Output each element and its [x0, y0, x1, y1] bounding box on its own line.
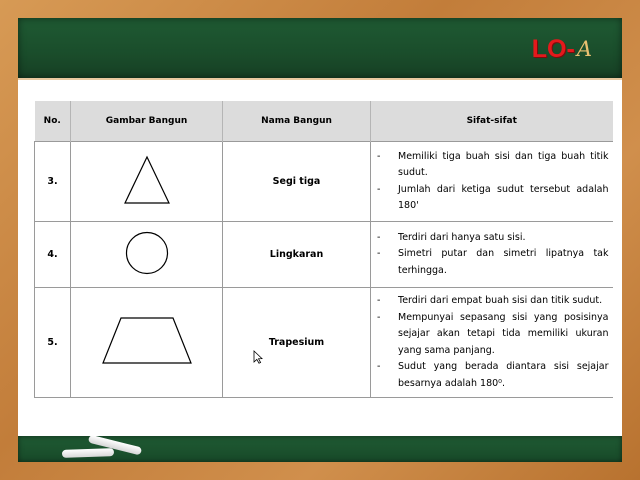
properties-cell: [371, 222, 613, 288]
triangle-icon: [117, 154, 177, 206]
header-nama-bangun: Nama Bangun: [223, 101, 371, 142]
shapes-table: [34, 101, 613, 398]
shape-cell: [71, 142, 223, 222]
list-item: - Terdiri dari hanya satu sisi.: [377, 231, 526, 243]
shape-name: Trapesium: [223, 288, 371, 398]
header-sifat-sifat: Sifat-sifat: [371, 101, 613, 142]
table-row: [35, 142, 613, 222]
properties-cell: [371, 142, 613, 222]
logo-text: LO-: [531, 34, 575, 63]
row-number: 3.: [35, 142, 71, 222]
shape-name: Lingkaran: [223, 222, 371, 288]
table-row: [35, 288, 613, 398]
row-number: 4.: [35, 222, 71, 288]
header-no: No.: [35, 101, 71, 142]
list-item: - Simetri putar dan simetri lipatnya tak terhingga.: [377, 248, 609, 276]
chalkboard-header: [18, 18, 622, 78]
row-number: 5.: [35, 288, 71, 398]
list-item: - Jumlah dari ketiga sudut tersebut adalah 180': [377, 183, 609, 211]
list-item: - Memiliki tiga buah sisi dan tiga buah titik sudut.: [377, 150, 609, 178]
table-header-row: [35, 101, 613, 142]
trapezoid-icon: [99, 315, 195, 367]
logo-script: A: [576, 37, 592, 61]
table-row: [35, 222, 613, 288]
list-item: - Terdiri dari empat buah sisi dan titik sudut.: [377, 295, 603, 306]
properties-cell: [371, 288, 613, 398]
shape-name: Segi tiga: [223, 142, 371, 222]
circle-icon: [124, 230, 170, 276]
shape-cell: [71, 222, 223, 288]
list-item: - Sudut yang berada diantara sisi sejajar besarnya adalah 180⁰.: [377, 361, 609, 389]
list-item: - Mempunyai sepasang sisi yang posisinya sejajar akan tetapi tida memiliki ukuran yang sama panjang.: [377, 311, 609, 356]
header-gambar-bangun: Gambar Bangun: [71, 101, 223, 142]
shape-cell: [71, 288, 223, 398]
logo: [532, 34, 592, 64]
mouse-cursor-icon: [253, 350, 263, 364]
